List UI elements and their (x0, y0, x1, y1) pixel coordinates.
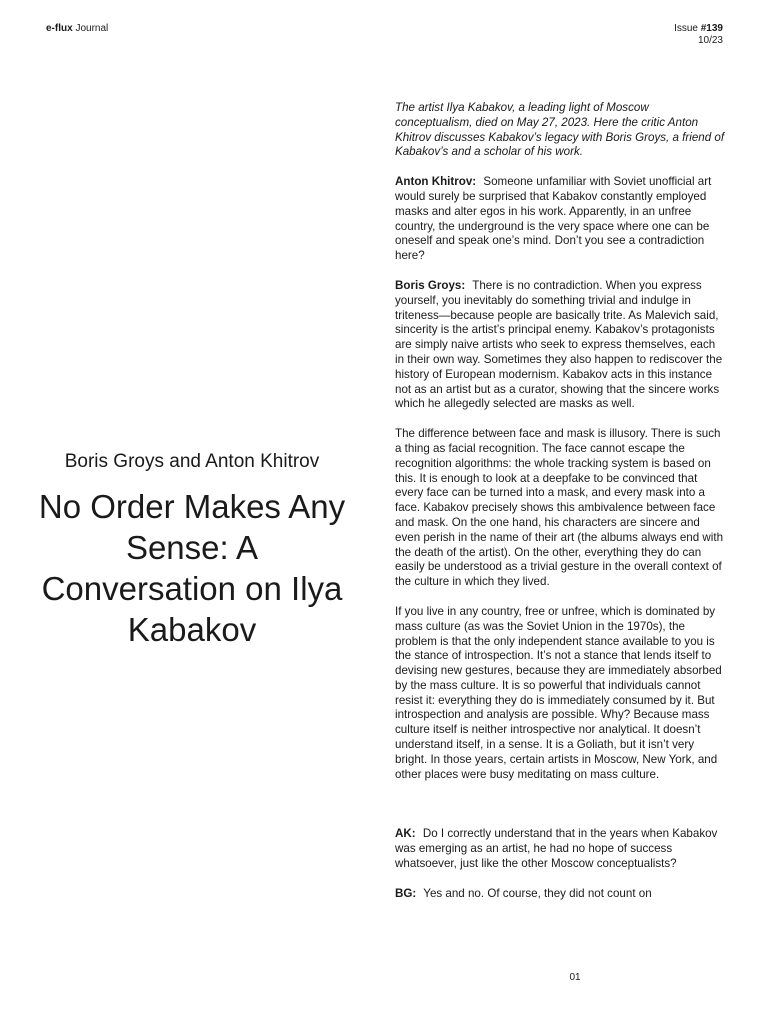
paragraph (395, 605, 725, 783)
page-number: 01 (569, 972, 581, 983)
section-spacer (395, 797, 725, 827)
speaker-label: BG: (395, 886, 417, 900)
brand-name: e-flux (46, 23, 73, 34)
article-body (395, 101, 725, 917)
paragraph-text: Do I correctly understand that in the years when Kabakov was emerging as an artist, he had no hope of success whatsoever, just like the other Moscow conceptualists? (395, 827, 718, 871)
paragraph (395, 427, 725, 590)
paragraph (395, 279, 725, 412)
article-authors: Boris Groys and Anton Khitrov (64, 451, 320, 472)
speaker-label: Boris Groys: (395, 278, 466, 292)
article-title: No Order Makes Any Sense: A Conversation on Ilya Kabakov (38, 488, 346, 648)
paragraph-text: The difference between face and mask is illusory. There is such a thing as facial recognition. The face cannot escape the recognition algorithms: the whole tracking system is based on this. It is enough to look at a deepfake to be convinced that every face can be turned into a mask, and every mask into a face. Kabakov precisely shows this ambivalence between face and mask. On the one hand, his characters are sincere and even perish in the name of their art (the albums always end with the death of the artist). On the other, everything they do can easily be understood as a trivial gesture in the overall context of the culture in which they lived. (395, 427, 724, 589)
paragraph (395, 827, 725, 871)
paragraph-text: Someone unfamiliar with Soviet unofficial art would surely be surprised that Kabakov constantly employed masks and alter egos in his work. Apparently, in an unfree country, the underground is the very space where one can be oneself and speak one’s mind. Don’t you see a contradiction here? (395, 175, 712, 263)
speaker-label: Anton Khitrov: (395, 175, 477, 189)
article-intro: The artist Ilya Kabakov, a leading light of Moscow conceptualism, died on May 27, 2023. Here the critic Anton Khitrov discusses Kabakov’s legacy with Boris Groys, a friend of Kabakov’s and a scholar of his work. (395, 101, 725, 159)
journal-header (46, 23, 108, 35)
paragraph (395, 175, 725, 264)
issue-info (674, 23, 723, 47)
paragraph-text: If you live in any country, free or unfree, which is dominated by mass culture (as was the Soviet Union in the 1970s), the problem is that the only independent stance available to you is the stance of introspection. It’s not a stance that lends itself to devising new gestures, because they are immediately absorbed by the mass culture. It is so powerful that individuals cannot resist it: everything they do is immediately consumed by it. But introspection and analysis are possible. Why? Because mass culture itself is neither introspective nor analytical. It doesn’t understand itself, in a sense. It is a Goliath, but it isn’t very bright. In those years, certain artists in Moscow, New York, and other places were busy meditating on mass culture. (395, 604, 722, 781)
title-block (28, 450, 356, 650)
speaker-label: AK: (395, 827, 416, 841)
issue-number: #139 (700, 23, 723, 34)
paragraph (395, 887, 725, 902)
paragraph-text: Yes and no. Of course, they did not count on (423, 886, 652, 900)
paragraph-text: There is no contradiction. When you express yourself, you inevitably do something trivial and indulge in triteness—because people are basically trite. As Malevich said, sincerity is the artist’s principal enemy. Kabakov’s protagonists are simply naive artists who seek to express themselves, each in their own way. Sometimes they also happen to rediscover the history of European modernism. Kabakov acts in this instance not as an artist but as a curator, showing that the sincere works which he allegedly selected are masks as well. (395, 278, 723, 411)
issue-label: Issue (674, 23, 698, 34)
issue-date: 10/23 (697, 35, 723, 46)
journal-label: Journal (75, 23, 109, 34)
